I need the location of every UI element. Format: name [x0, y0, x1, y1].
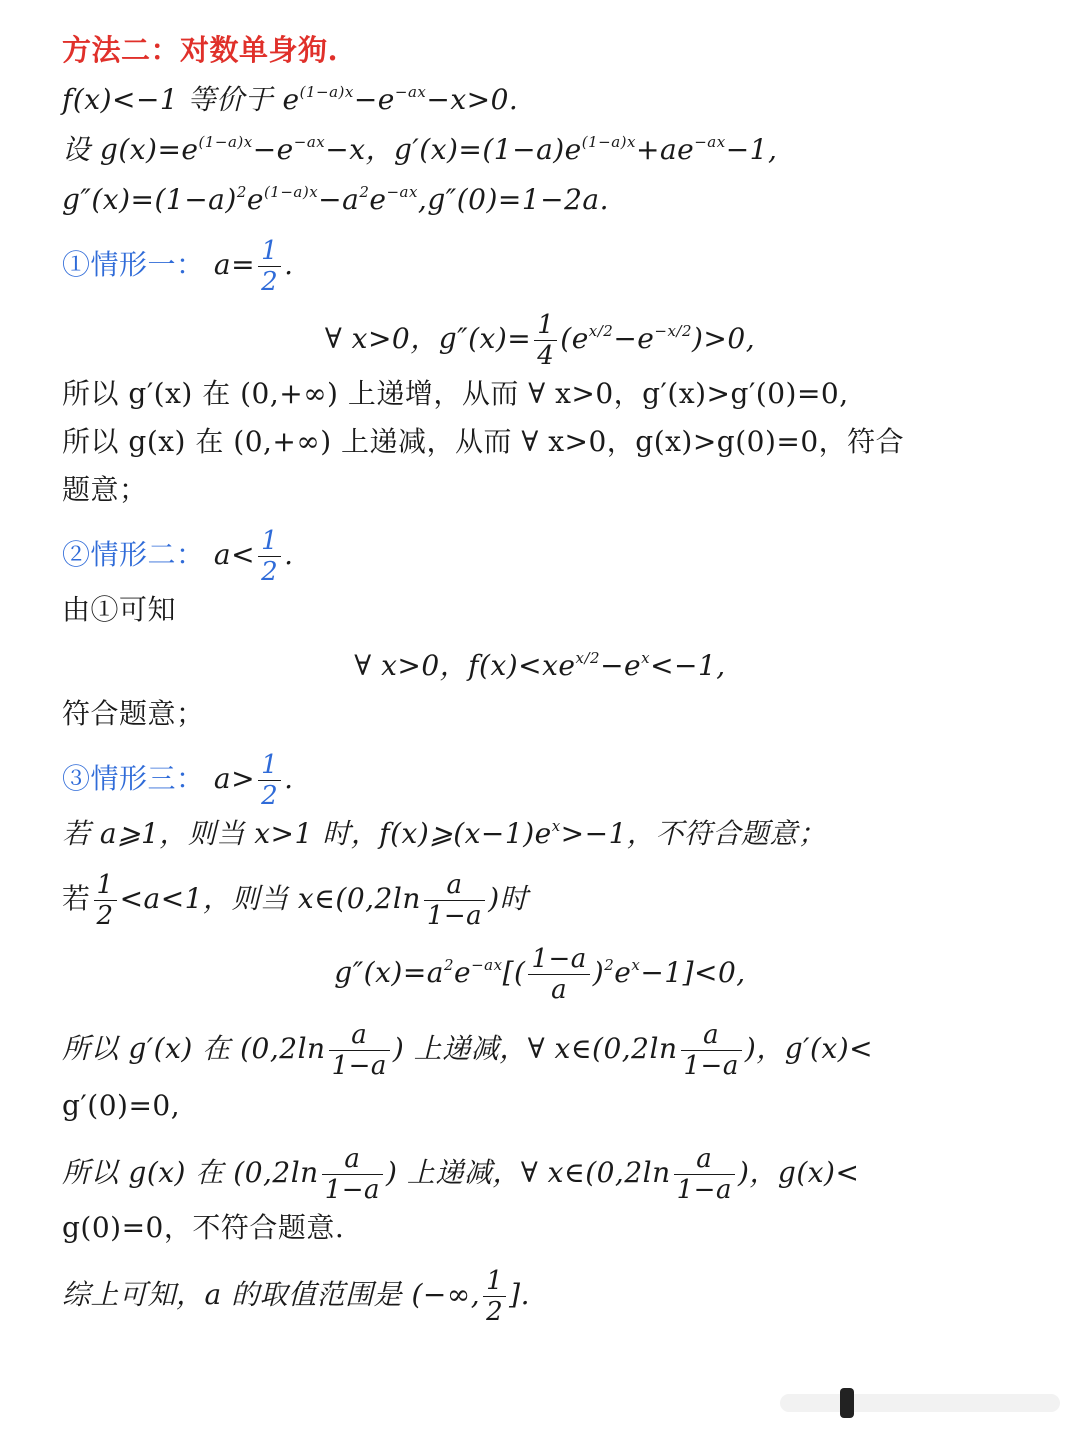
fraction: $\frac{1}{2}$ [258, 528, 281, 585]
case-three-heading: ③情形三： a> $\frac{1}{2}$ . [62, 750, 294, 811]
fraction: $\frac{1}{2}$ [94, 872, 117, 929]
fraction: $\frac{1}{2}$ [483, 1268, 506, 1325]
case-two-line-1: 由①可知 [62, 593, 177, 626]
fraction: $\frac{a}{1-a}$ [674, 1146, 735, 1203]
case-two-line-2: 符合题意； [62, 697, 205, 730]
case-three-line-3: 所以 g′(x) 在 (0,2ln $\frac{a}{1-a}$ ) 上递减，∀ x∈(0,2ln $\frac{a}{1-a}$ )，g′(x)< [62, 1020, 874, 1081]
case-one-line-3: 题意； [62, 473, 148, 506]
define-g-line: 设 $g(x)=e^{(1-a)x}-e^{-ax}-x$，$g'(x)=(1-a)e^{(1-a)x}+ae^{-ax}-1$, [62, 133, 778, 166]
fraction: $\frac{a}{1-a}$ [322, 1146, 383, 1203]
case-three-equation: $g''(x)=a^2e^{-ax}$[( $\frac{1-a}{a}$ )$^2e^x-1]<0$, [334, 944, 746, 1005]
fraction: $\frac{a}{1-a}$ [424, 872, 485, 929]
case-three-line-1: 若 a⩾1，则当 x>1 时，$f(x)⩾(x-1)e^x>-1$，不符合题意； [62, 817, 827, 850]
conclusion-line: 综上可知，a 的取值范围是 (−∞, $\frac{1}{2}$ ]. [62, 1266, 530, 1327]
case-one-heading: ①情形一： a= $\frac{1}{2}$ . [62, 236, 294, 297]
case-three-line-2: 若 $\frac{1}{2}$ <a<1，则当 x∈(0,2ln $\frac{a}{1-a}$ )时 [62, 870, 529, 931]
case-two-equation: ∀ x>0，$f(x)<xe^{x/2}-e^x<-1$, [354, 649, 726, 682]
method-title: 方法二：对数单身狗. [62, 33, 339, 67]
case-one-line-1: 所以 g′(x) 在 (0,+∞) 上递增，从而 ∀ x>0，g′(x)>g′(0)=0, [62, 377, 849, 410]
case-two-heading: ②情形二： a< $\frac{1}{2}$ . [62, 526, 294, 587]
case-one-line-2: 所以 g(x) 在 (0,+∞) 上递减，从而 ∀ x>0，g(x)>g(0)=0，符合 [62, 425, 905, 458]
fraction: $\frac{a}{1-a}$ [329, 1022, 390, 1079]
scroll-track[interactable] [780, 1394, 1060, 1412]
case-three-line-4: g′(0)=0, [62, 1089, 181, 1122]
fraction: $\frac{1-a}{a}$ [528, 946, 589, 1003]
equivalence-line: f(x)<−1 等价于 $e^{(1-a)x}-e^{-ax}-x>0$. [62, 83, 519, 116]
case-three-line-6: g(0)=0，不符合题意. [62, 1211, 345, 1244]
fraction: $\frac{1}{4}$ [534, 312, 557, 369]
scroll-handle[interactable] [840, 1388, 854, 1418]
fraction: $\frac{1}{2}$ [258, 238, 281, 295]
case-one-equation: ∀ x>0，g″(x)= $\frac{1}{4}$ $(e^{x/2}-e^{-x/2})>0$, [324, 310, 756, 371]
second-derivative-line: $g''(x)=(1-a)^2e^{(1-a)x}-a^2e^{-ax},g''(0)=1-2a$. [62, 183, 610, 216]
case-three-line-5: 所以 g(x) 在 (0,2ln $\frac{a}{1-a}$ ) 上递减，∀ x∈(0,2ln $\frac{a}{1-a}$ )，g(x)< [62, 1144, 860, 1205]
fraction: $\frac{1}{2}$ [258, 752, 281, 809]
fraction: $\frac{a}{1-a}$ [681, 1022, 742, 1079]
